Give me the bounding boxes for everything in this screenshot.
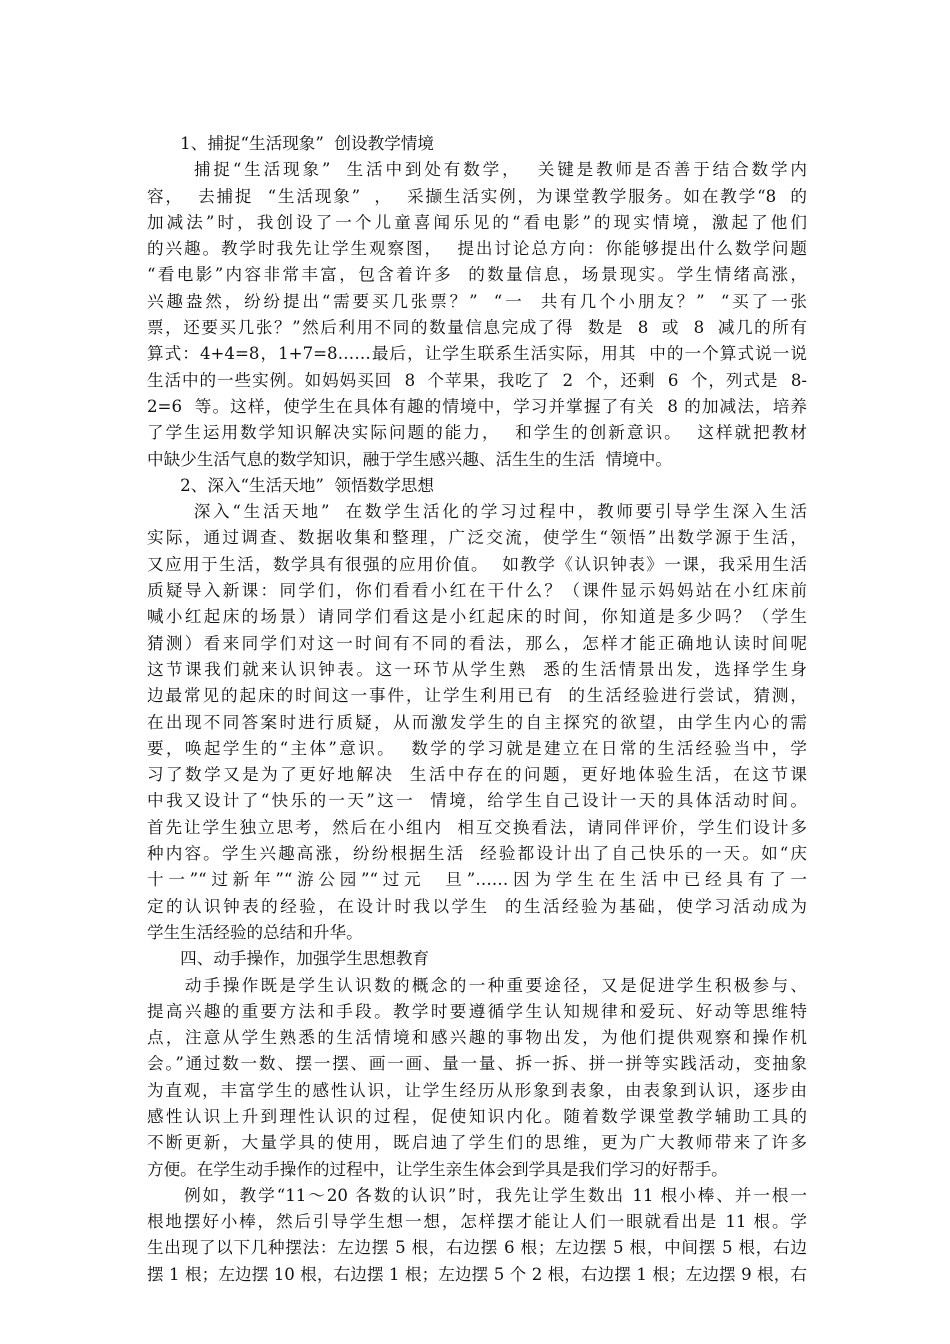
paragraph-line: 中我又设计了“快乐的一天”这一 情境，给学生自己设计一天的具体活动时间。 — [147, 791, 807, 811]
paragraph-line: 为直观，丰富学生的感性认识，让学生经历从形象到表象，由表象到认识，逐步由 — [147, 1080, 807, 1100]
paragraph-line: 了学生运用数学知识解决实际问题的能力， 和学生的创新意识。 这样就把教材 — [147, 423, 807, 443]
paragraph-line: 感性认识上升到理性认识的过程，促使知识内化。随着数学课堂教学辅助工具的 — [147, 1106, 807, 1126]
paragraph-line: 定的认识钟表的经验，在设计时我以学生 的生活经验为基础，使学习活动成为 — [147, 896, 807, 916]
paragraph-line: 根地摆好小棒，然后引导学生想一想，怎样摆才能让人们一眼就看出是 11 根。学 — [147, 1212, 807, 1232]
paragraph-line: 要，唤起学生的“主体”意识。 数学的学习就是建立在日常的生活经验当中，学 — [147, 738, 807, 758]
paragraph-line: 会。”通过数一数、摆一摆、画一画、量一量、拆一拆、拼一拼等实践活动，变抽象 — [147, 1054, 807, 1074]
paragraph-line: 生活中的一些实例。如妈妈买回 8 个苹果，我吃了 2 个，还剩 6 个，列式是 8- — [147, 370, 807, 390]
paragraph-line: 喊小红起床的场景）请同学们看这是小红起床的时间，你知道是多少吗？（学生 — [147, 607, 807, 627]
paragraph-line: “看电影”内容非常丰富，包含着许多 的数量信息，场景现实。学生情绪高涨， — [147, 265, 807, 285]
paragraph-line: 猜测）看来同学们对这一时间有不同的看法，那么，怎样才能正确地认读时间呢 — [147, 633, 807, 653]
paragraph-line: 习了数学又是为了更好地解决 生活中存在的问题，更好地体验生活，在这节课 — [147, 765, 807, 785]
document-body — [147, 131, 807, 1288]
paragraph-line: 的兴趣。教学时我先让学生观察图， 提出讨论总方向：你能够提出什么数学问题 — [147, 239, 807, 259]
paragraph-line: 动手操作既是学生认识数的概念的一种重要途径，又是促进学生积极参与、 — [147, 975, 807, 995]
paragraph-line: 首先让学生独立思考，然后在小组内 相互交换看法，请同伴评价，学生们设计多 — [147, 817, 807, 837]
paragraph-line: 摆 1 根；左边摆 10 根，右边摆 1 根；左边摆 5 个 2 根，右边摆 1 根；左边摆 9 根，右 — [147, 1264, 807, 1284]
paragraph-line: 生出现了以下几种摆法：左边摆 5 根，右边摆 6 根；左边摆 5 根，中间摆 5 根，右边 — [147, 1238, 807, 1258]
paragraph-line: 方便。在学生动手操作的过程中，让学生亲生体会到学具是我们学习的好帮手。 — [147, 1159, 728, 1179]
paragraph-line: 点，注意从学生熟悉的生活情境和感兴趣的事物出发，为他们提供观察和操作机 — [147, 1028, 807, 1048]
paragraph-line: 质疑导入新课：同学们，你们看看小红在干什么？（课件显示妈妈站在小红床前 — [147, 581, 807, 601]
paragraph-line: 深入“生活天地” 在数学生活化的学习过程中，教师要引导学生深入生活 — [147, 502, 807, 522]
paragraph-line: 学生生活经验的总结和升华。 — [147, 922, 363, 942]
paragraph-line: 这节课我们就来认识钟表。这一环节从学生熟 悉的生活情景出发，选择学生身 — [147, 659, 807, 679]
paragraph-line: 例如，教学“11～20 各数的认识”时，我先让学生数出 11 根小棒、并一根一 — [147, 1185, 807, 1205]
paragraph-line: 容， 去捕捉 “生活现象” ， 采撷生活实例，为课堂教学服务。如在教学“8 的 — [147, 186, 807, 206]
paragraph-line: 捕捉“生活现象” 生活中到处有数学， 关键是教师是否善于结合数学内 — [147, 160, 807, 180]
paragraph-line: 2=6 等。这样，使学生在具体有趣的情境中，学习并掌握了有关 8 的加减法，培养 — [147, 396, 807, 416]
paragraph-line: 不断更新，大量学具的使用，既启迪了学生们的思维，更为广大教师带来了许多 — [147, 1133, 807, 1153]
paragraph-line: 边最常见的起床的时间这一事件，让学生利用已有 的生活经验进行尝试，猜测， — [147, 686, 807, 706]
paragraph-line: 实际，通过调查、数据收集和整理，广泛交流，使学生“领悟”出数学源于生活， — [147, 528, 807, 548]
paragraph-line: 中缺少生活气息的数学知识，融于学生感兴趣、活生生的生活 情境中。 — [147, 449, 672, 469]
section-heading-4: 四、动手操作，加强学生思想教育 — [147, 949, 430, 969]
paragraph-line: 又应用于生活，数学具有很强的应用价值。 如教学《认识钟表》一课，我采用生活 — [147, 554, 807, 574]
paragraph-line: 在出现不同答案时进行质疑，从而激发学生的自主探究的欲望，由学生内心的需 — [147, 712, 807, 732]
section-heading-2: 2、深入“生活天地” 领悟数学思想 — [147, 475, 434, 495]
section-heading-1: 1、捕捉“生活现象” 创设教学情境 — [147, 134, 434, 153]
paragraph-line: 票，还要买几张？”然后利用不同的数量信息完成了得 数是 8 或 8 减几的所有 — [147, 318, 807, 338]
paragraph-line: 十一”“过新年”“游公园”“过元 旦”……因为学生在生活中已经具有了一 — [147, 870, 807, 890]
paragraph-line: 加减法”时，我创设了一个儿童喜闻乐见的“看电影”的现实情境，激起了他们 — [147, 212, 807, 232]
paragraph-line: 提高兴趣的重要方法和手段。教学时要遵循学生认知规律和爱玩、好动等思维特 — [147, 1001, 807, 1021]
paragraph-line: 种内容。学生兴趣高涨，纷纷根据生活 经验都设计出了自己快乐的一天。如“庆 — [147, 844, 807, 864]
paragraph-line: 算式：4+4=8，1+7=8……最后，让学生联系生活实际，用其 中的一个算式说一说 — [147, 344, 807, 364]
paragraph-line: 兴趣盎然，纷纷提出“需要买几张票？” “一 共有几个小朋友？” “买了一张 — [147, 291, 807, 311]
